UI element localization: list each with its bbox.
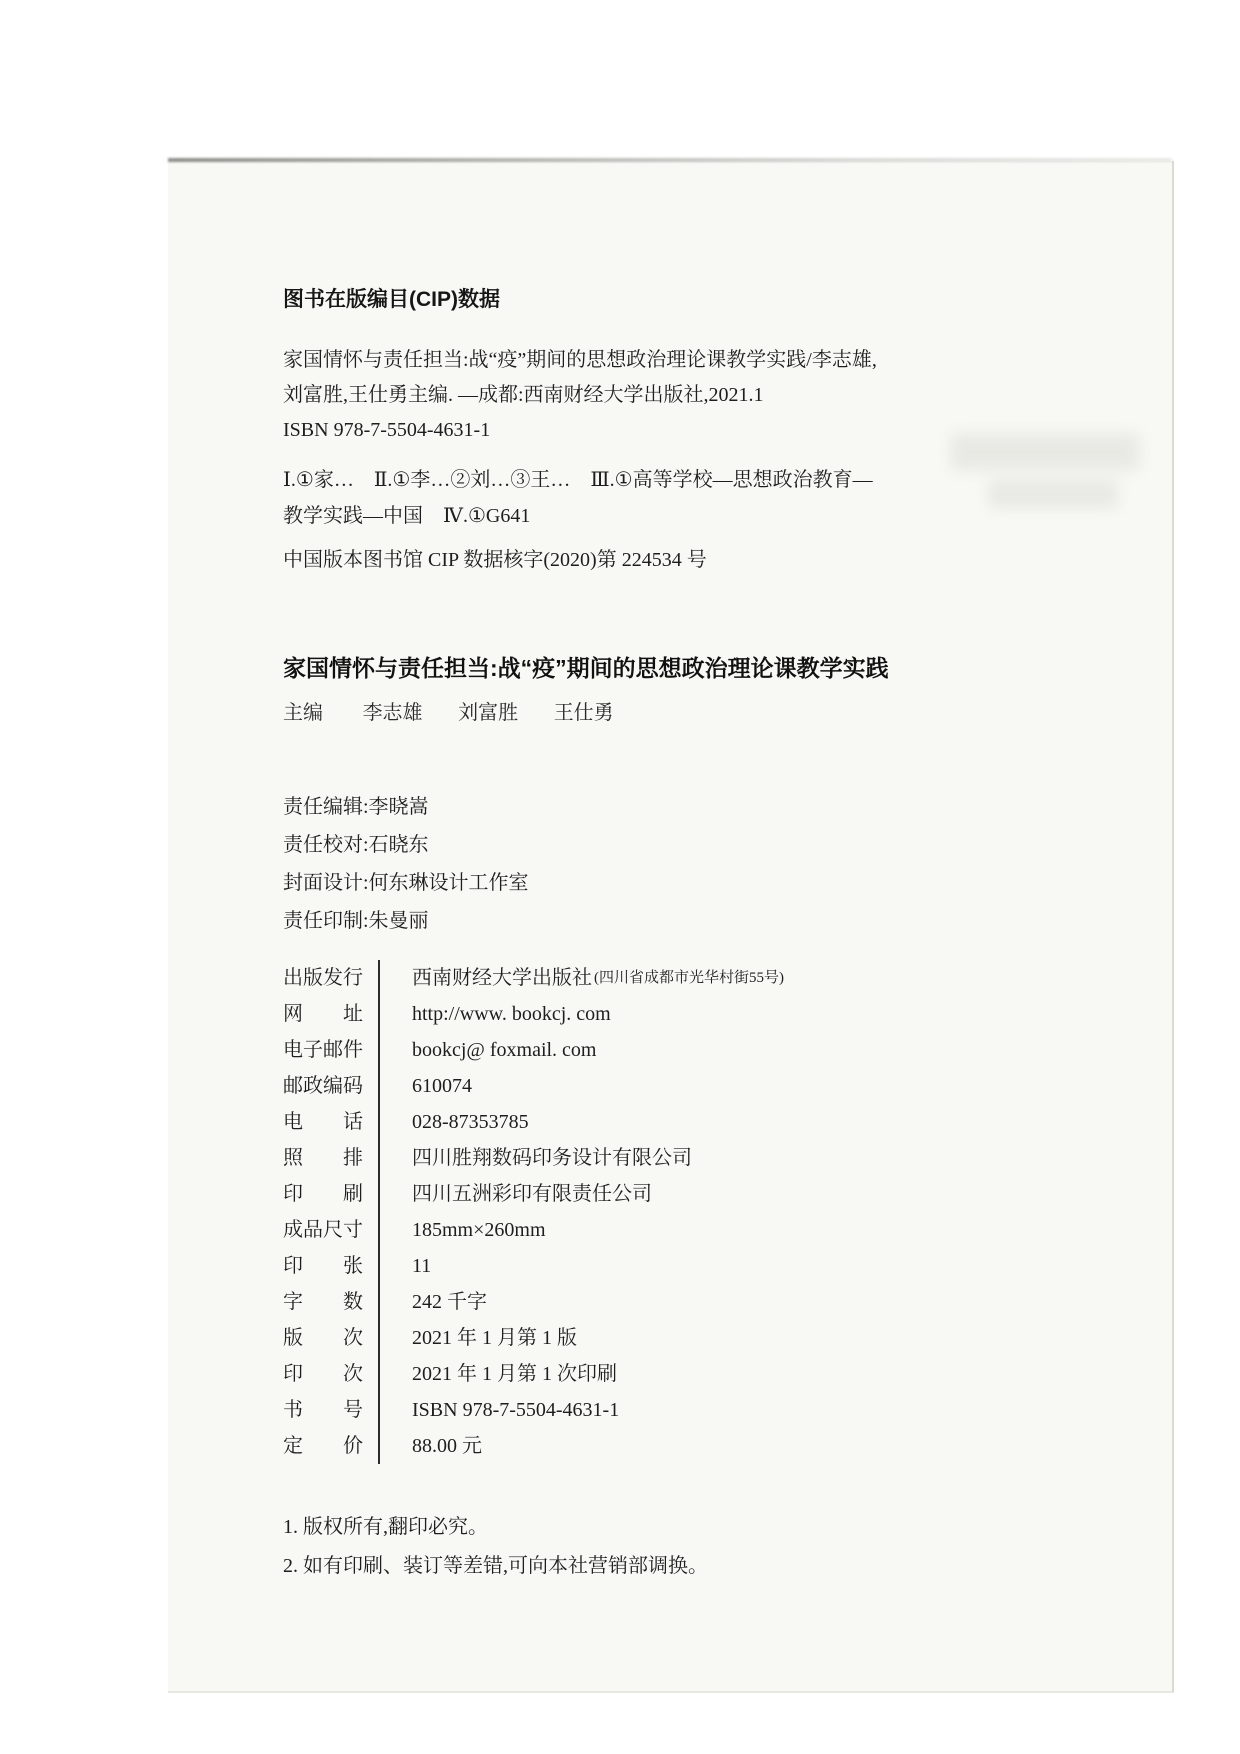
editor-name: 李志雄 — [362, 702, 423, 724]
table-row — [283, 1140, 1132, 1176]
cip-heading: 图书在版编目(CIP)数据 — [283, 288, 500, 311]
editors-line — [283, 700, 1132, 726]
cip-description — [283, 343, 1132, 448]
row-value: 四川五洲彩印有限责任公司 — [378, 1176, 1132, 1212]
page-content — [168, 161, 1172, 1691]
row-label: 出版发行 — [283, 967, 363, 989]
cip-classification-line: Ⅰ.①家… Ⅱ.①李…②刘…③王… Ⅲ.①高等学校—思想政治教育— — [283, 469, 873, 491]
table-row — [283, 1320, 1132, 1356]
table-row — [283, 1176, 1132, 1212]
row-label: 版 次 — [283, 1327, 363, 1349]
row-label: 书 号 — [283, 1399, 363, 1421]
row-value: 11 — [378, 1248, 1132, 1284]
row-value: 2021 年 1 月第 1 次印刷 — [378, 1356, 1132, 1392]
staff-credits — [283, 788, 1132, 940]
table-row — [283, 1032, 1132, 1068]
row-label: 网 址 — [283, 1003, 363, 1025]
row-label: 字 数 — [283, 1291, 363, 1313]
table-row — [283, 960, 1132, 996]
row-value: http://www. bookcj. com — [378, 996, 1132, 1032]
cip-description-line: 刘富胜,王仕勇主编. —成都:西南财经大学出版社,2021.1 — [283, 384, 764, 406]
row-value: 88.00 元 — [378, 1428, 1132, 1464]
row-label: 成品尺寸 — [283, 1219, 363, 1241]
publication-info-table — [283, 960, 1132, 1464]
staff-proofreader: 责任校对:石晓东 — [283, 834, 429, 856]
staff-print-supervisor: 责任印制:朱曼丽 — [283, 910, 429, 932]
table-row — [283, 996, 1132, 1032]
scanned-copyright-page — [168, 161, 1174, 1693]
cip-record-number: 中国版本图书馆 CIP 数据核字(2020)第 224534 号 — [283, 549, 707, 571]
row-label: 照 排 — [283, 1147, 363, 1169]
cip-description-line: 家国情怀与责任担当:战“疫”期间的思想政治理论课教学实践/李志雄, — [283, 349, 877, 371]
table-row — [283, 1248, 1132, 1284]
row-value: 028-87353785 — [378, 1104, 1132, 1140]
row-label: 电 话 — [283, 1111, 363, 1133]
cip-classification-line: 教学实践—中国 Ⅳ.①G641 — [283, 505, 531, 527]
row-label: 电子邮件 — [283, 1039, 363, 1061]
staff-editor: 责任编辑:李晓嵩 — [283, 796, 429, 818]
table-row — [283, 1356, 1132, 1392]
table-row — [283, 1284, 1132, 1320]
table-row — [283, 1428, 1132, 1464]
editors-label: 主编 — [283, 702, 323, 724]
table-row — [283, 1392, 1132, 1428]
copyright-notices — [283, 1508, 1132, 1586]
row-value: 185mm×260mm — [378, 1212, 1132, 1248]
editor-name: 刘富胜 — [458, 702, 519, 724]
row-label: 定 价 — [283, 1435, 363, 1457]
table-row — [283, 1212, 1132, 1248]
row-value: 四川胜翔数码印务设计有限公司 — [378, 1140, 1132, 1176]
cip-classification — [283, 462, 1132, 534]
row-label: 印 张 — [283, 1255, 363, 1277]
row-value: 2021 年 1 月第 1 版 — [378, 1320, 1132, 1356]
row-label: 印 次 — [283, 1363, 363, 1385]
publisher-address-note: (四川省成都市光华村街55号) — [594, 970, 784, 986]
table-row — [283, 1104, 1132, 1140]
publisher-name: 西南财经大学出版社 — [412, 967, 592, 989]
table-row — [283, 1068, 1132, 1104]
row-value: 610074 — [378, 1068, 1132, 1104]
copyright-notice: 1. 版权所有,翻印必究。 — [283, 1516, 488, 1538]
row-value: ISBN 978-7-5504-4631-1 — [378, 1392, 1132, 1428]
book-title: 家国情怀与责任担当:战“疫”期间的思想政治理论课教学实践 — [283, 655, 889, 681]
cip-isbn-line: ISBN 978-7-5504-4631-1 — [283, 419, 491, 441]
editor-name: 王仕勇 — [553, 702, 614, 724]
row-value: 242 千字 — [378, 1284, 1132, 1320]
row-value: bookcj@ foxmail. com — [378, 1032, 1132, 1068]
row-value — [378, 960, 1132, 996]
row-label: 印 刷 — [283, 1183, 363, 1205]
row-label: 邮政编码 — [283, 1075, 363, 1097]
staff-cover-design: 封面设计:何东琳设计工作室 — [283, 872, 529, 894]
exchange-notice: 2. 如有印刷、装订等差错,可向本社营销部调换。 — [283, 1555, 708, 1577]
